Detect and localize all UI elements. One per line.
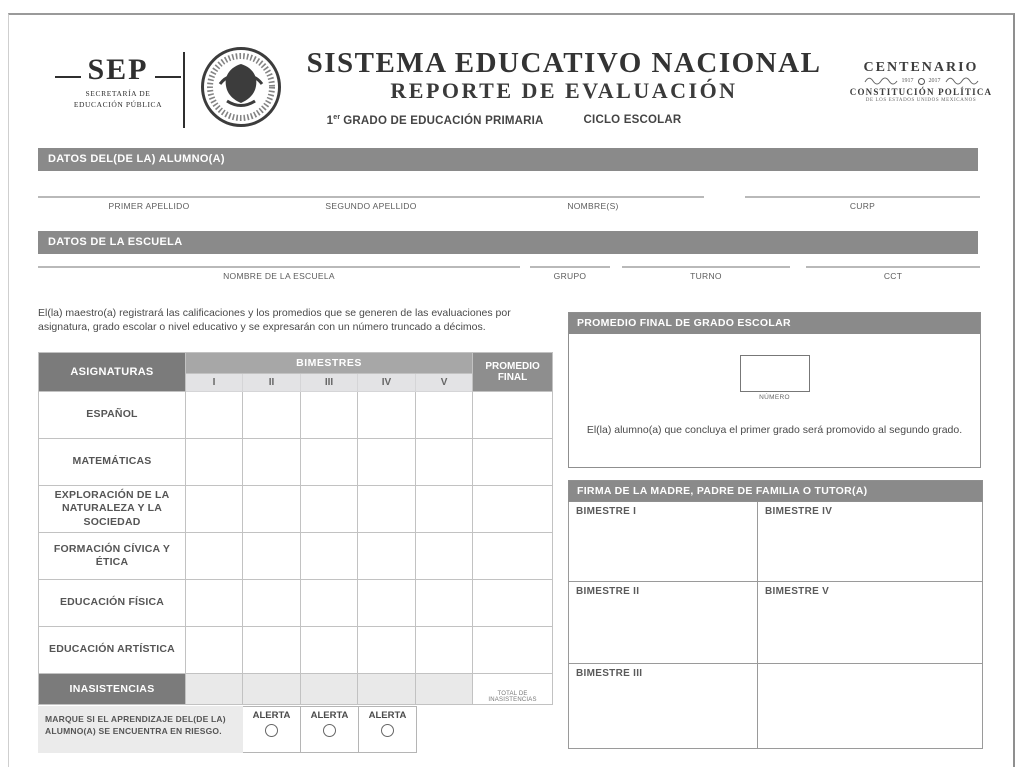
field-nombres[interactable] [482, 196, 704, 211]
subject-espanol: ESPAÑOL [39, 392, 186, 439]
grade-cell[interactable] [301, 627, 358, 674]
grade-cell[interactable] [416, 580, 473, 627]
field-label-grupo: GRUPO [553, 271, 587, 281]
year-left: 1917 [901, 78, 914, 84]
grade-label: 1er GRADO DE EDUCACIÓN PRIMARIA [326, 113, 544, 127]
field-cct[interactable] [806, 266, 980, 281]
coat-of-arms-icon [200, 46, 282, 128]
grade-cell[interactable] [243, 533, 301, 580]
signature-cell-bimestre-ii[interactable]: BIMESTRE II [569, 582, 758, 664]
field-grupo[interactable] [530, 266, 610, 281]
final-average-cell[interactable] [473, 439, 553, 486]
school-data-header: DATOS DE LA ESCUELA [38, 231, 978, 254]
alert-cell-3 [359, 706, 417, 753]
grades-table [38, 352, 553, 705]
field-label-nombre-escuela: NOMBRE DE LA ESCUELA [223, 271, 335, 281]
sep-rule-left [55, 76, 81, 78]
grade-cell[interactable] [358, 580, 416, 627]
final-average-cell[interactable] [473, 580, 553, 627]
grade-cell[interactable] [186, 392, 243, 439]
grade-cell[interactable] [358, 533, 416, 580]
centenario-line2: DE LOS ESTADOS UNIDOS MEXICANOS [865, 98, 977, 103]
absence-cell[interactable] [358, 674, 416, 705]
cycle-label: CICLO ESCOLAR [583, 113, 682, 126]
promotion-note: El(la) alumno(a) que concluya el primer grado será promovido al segundo grado. [586, 424, 963, 436]
alert-radio-2[interactable] [323, 724, 336, 737]
alert-label: ALERTA [310, 710, 349, 721]
grade-cell[interactable] [416, 627, 473, 674]
grade-cell[interactable] [358, 392, 416, 439]
column-header-promedio-final: PROMEDIO FINAL [473, 353, 553, 392]
sep-rule-right [155, 76, 181, 78]
absences-label: INASISTENCIAS [39, 674, 186, 705]
bimester-col-iv: IV [358, 374, 416, 392]
alert-cell-2 [301, 706, 359, 753]
grade-cell[interactable] [301, 486, 358, 533]
column-header-asignaturas: ASIGNATURAS [39, 353, 186, 392]
total-absences-cell[interactable] [473, 674, 553, 705]
grade-cell[interactable] [243, 486, 301, 533]
field-label-curp: CURP [849, 201, 876, 211]
grade-cell[interactable] [301, 533, 358, 580]
field-label-segundo-apellido: SEGUNDO APELLIDO [325, 201, 417, 211]
signature-panel-header: FIRMA DE LA MADRE, PADRE DE FAMILIA O TUTOR(A) [569, 481, 983, 502]
field-primer-apellido[interactable] [38, 196, 260, 211]
absence-cell[interactable] [416, 674, 473, 705]
page-title: SISTEMA EDUCATIVO NACIONAL [306, 47, 822, 79]
field-label-nombres: NOMBRE(S) [567, 201, 619, 211]
absence-cell[interactable] [243, 674, 301, 705]
table-row [39, 580, 553, 627]
field-segundo-apellido[interactable] [260, 196, 482, 211]
bimester-col-i: I [186, 374, 243, 392]
report-subtitle: REPORTE DE EVALUACIÓN [390, 78, 738, 104]
grade-cell[interactable] [186, 533, 243, 580]
grade-cell[interactable] [186, 439, 243, 486]
grade-cell[interactable] [416, 392, 473, 439]
grade-cell[interactable] [186, 627, 243, 674]
final-average-cell[interactable] [473, 533, 553, 580]
final-average-cell[interactable] [473, 627, 553, 674]
table-row [39, 627, 553, 674]
grade-cell[interactable] [186, 486, 243, 533]
signature-cell-bimestre-v[interactable]: BIMESTRE V [758, 582, 983, 664]
final-average-cell[interactable] [473, 486, 553, 533]
field-label-primer-apellido: PRIMER APELLIDO [108, 201, 190, 211]
final-average-cell[interactable] [473, 392, 553, 439]
subject-educacion-fisica: EDUCACIÓN FÍSICA [39, 580, 186, 627]
header-divider [183, 52, 185, 128]
risk-row [38, 706, 417, 753]
grade-cell[interactable] [186, 580, 243, 627]
student-data-header: DATOS DEL(DE LA) ALUMNO(A) [38, 148, 978, 171]
bimester-col-v: V [416, 374, 473, 392]
absence-cell[interactable] [301, 674, 358, 705]
grade-cell[interactable] [243, 439, 301, 486]
alert-cell-1 [243, 706, 301, 753]
grade-cell[interactable] [416, 439, 473, 486]
intro-text: El(la) maestro(a) registrará las calificaciones y los promedios que se generen de las evaluaciones por asignatura, grado escolar o nivel educativo y se expresarán con un número truncado a décimos. [38, 307, 511, 333]
sep-logo [55, 55, 181, 110]
subject-matematicas: MATEMÁTICAS [39, 439, 186, 486]
signature-cell-bimestre-iv[interactable]: BIMESTRE IV [758, 502, 983, 582]
signature-cell-bimestre-i[interactable]: BIMESTRE I [569, 502, 758, 582]
column-header-bimestres: BIMESTRES [186, 353, 473, 374]
alert-radio-3[interactable] [381, 724, 394, 737]
field-label-turno: TURNO [690, 271, 722, 281]
sep-acronym: SEP [87, 53, 149, 86]
subject-educacion-artistica: EDUCACIÓN ARTÍSTICA [39, 627, 186, 674]
final-average-panel [568, 312, 981, 468]
table-row [39, 392, 553, 439]
grade-cell[interactable] [416, 533, 473, 580]
bimester-col-ii: II [243, 374, 301, 392]
subject-exploracion: EXPLORACIÓN DE LA NATURALEZA Y LA SOCIEDAD [39, 486, 186, 533]
alert-label: ALERTA [368, 710, 407, 721]
centenario-title: CENTENARIO [863, 60, 979, 75]
grade-cell[interactable] [301, 580, 358, 627]
grade-cell[interactable] [358, 486, 416, 533]
field-turno[interactable] [622, 266, 790, 281]
numero-box[interactable] [740, 355, 810, 392]
grade-cell[interactable] [416, 486, 473, 533]
grade-cycle-line [288, 114, 720, 127]
numero-label: NÚMERO [759, 394, 790, 401]
absences-row [39, 674, 553, 705]
alert-radio-1[interactable] [265, 724, 278, 737]
signature-panel [568, 480, 983, 749]
medallion-icon [918, 78, 925, 85]
absence-cell[interactable] [186, 674, 243, 705]
grade-cell[interactable] [358, 627, 416, 674]
field-label-cct: CCT [883, 271, 903, 281]
bimester-col-iii: III [301, 374, 358, 392]
alert-label: ALERTA [252, 710, 291, 721]
grade-cell[interactable] [358, 439, 416, 486]
sep-subtitle-line1: SECRETARÍA DE [85, 89, 151, 98]
final-average-header: PROMEDIO FINAL DE GRADO ESCOLAR [569, 313, 980, 334]
grade-cell[interactable] [243, 392, 301, 439]
centenario-line1: CONSTITUCIÓN POLÍTICA [849, 87, 993, 97]
flourish-right-icon [945, 77, 979, 85]
grade-cell[interactable] [243, 580, 301, 627]
signature-empty-area [758, 664, 983, 749]
sep-subtitle-line2: EDUCACIÓN PÚBLICA [73, 99, 163, 109]
total-absences-label: TOTAL DE INASISTENCIAS [488, 691, 537, 703]
risk-warning-label: MARQUE SI EL APRENDIZAJE DEL(DE LA) ALUMNO(A) SE ENCUENTRA EN RIESGO. [38, 706, 243, 753]
table-row [39, 533, 553, 580]
table-row [39, 439, 553, 486]
centenario-years [845, 77, 997, 85]
year-right: 2017 [928, 78, 941, 84]
flourish-left-icon [864, 77, 898, 85]
subject-formacion-civica: FORMACIÓN CÍVICA Y ÉTICA [39, 533, 186, 580]
table-row [39, 486, 553, 533]
signature-cell-bimestre-iii[interactable]: BIMESTRE III [569, 664, 758, 749]
field-curp[interactable] [745, 196, 980, 211]
field-nombre-escuela[interactable] [38, 266, 520, 281]
grade-cell[interactable] [301, 392, 358, 439]
centenario-logo [845, 60, 997, 103]
grade-cell[interactable] [243, 627, 301, 674]
grade-cell[interactable] [301, 439, 358, 486]
